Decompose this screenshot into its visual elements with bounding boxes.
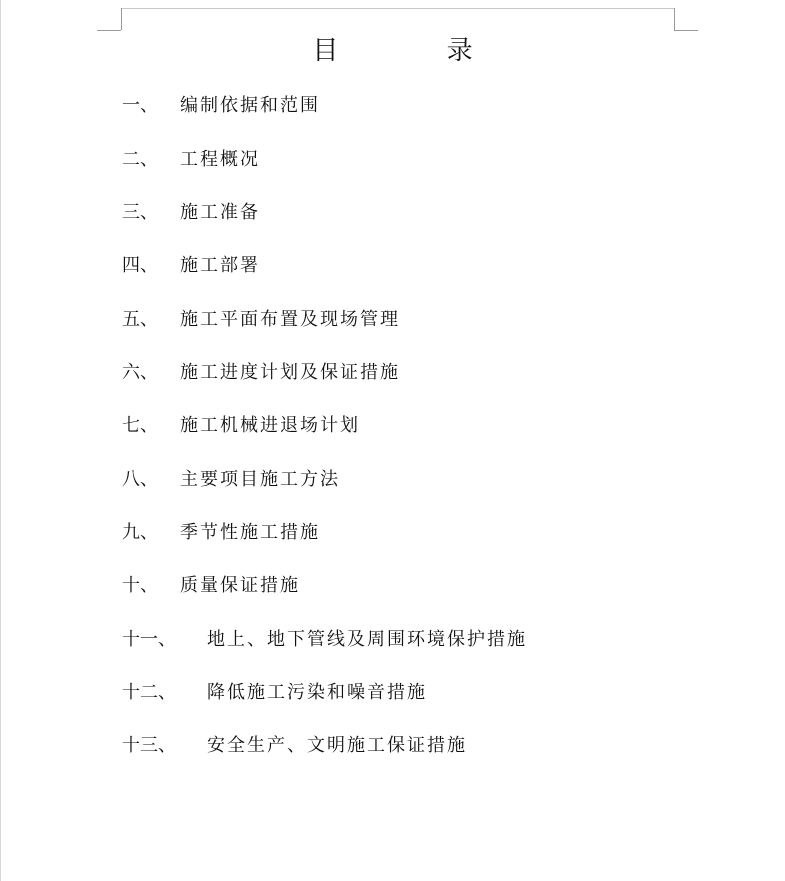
- toc-item[interactable]: [0, 628, 700, 652]
- toc-item-text: 安全生产、文明施工保证措施: [207, 735, 467, 756]
- toc-item-number: 八、: [122, 469, 158, 490]
- toc-item-number: 十一、: [122, 629, 176, 650]
- margin-corner-mark: [674, 8, 675, 30]
- toc-item-number: 六、: [122, 362, 158, 383]
- toc-title: 目 录: [312, 36, 523, 66]
- toc-item[interactable]: [0, 574, 700, 598]
- toc-item[interactable]: [0, 254, 700, 278]
- toc-item-number: 三、: [122, 202, 158, 223]
- toc-item[interactable]: [0, 414, 700, 438]
- toc-item-text: 降低施工污染和噪音措施: [207, 682, 427, 703]
- toc-item-text: 施工准备: [180, 202, 260, 223]
- toc-item-text: 编制依据和范围: [180, 95, 320, 116]
- margin-corner-mark: [97, 30, 121, 31]
- toc-item[interactable]: [0, 681, 700, 705]
- toc-item-text: 施工机械进退场计划: [180, 415, 360, 436]
- toc-item[interactable]: [0, 521, 700, 545]
- toc-item[interactable]: [0, 148, 700, 172]
- toc-item-text: 施工进度计划及保证措施: [180, 362, 400, 383]
- toc-item-text: 工程概况: [180, 149, 260, 170]
- toc-item-number: 七、: [122, 415, 158, 436]
- header-margin-line: [121, 8, 674, 9]
- margin-corner-mark: [121, 8, 122, 30]
- toc-item-number: 二、: [122, 149, 158, 170]
- toc-item-text: 地上、地下管线及周围环境保护措施: [207, 629, 527, 650]
- toc-item-text: 季节性施工措施: [180, 522, 320, 543]
- margin-corner-mark: [674, 30, 698, 31]
- toc-item-number: 九、: [122, 522, 158, 543]
- toc-item-text: 质量保证措施: [180, 575, 300, 596]
- toc-item-number: 四、: [122, 255, 158, 276]
- toc-item-number: 十、: [122, 575, 158, 596]
- toc-item[interactable]: [0, 468, 700, 492]
- toc-item-number: 十二、: [122, 682, 176, 703]
- toc-item[interactable]: [0, 94, 700, 118]
- toc-item-text: 施工部署: [180, 255, 260, 276]
- toc-item[interactable]: [0, 308, 700, 332]
- toc-item-number: 十三、: [122, 735, 176, 756]
- toc-item-number: 五、: [122, 309, 158, 330]
- toc-item[interactable]: [0, 361, 700, 385]
- toc-item-number: 一、: [122, 95, 158, 116]
- toc-item[interactable]: [0, 734, 700, 758]
- toc-item[interactable]: [0, 201, 700, 225]
- toc-item-text: 主要项目施工方法: [180, 469, 340, 490]
- toc-item-text: 施工平面布置及现场管理: [180, 309, 400, 330]
